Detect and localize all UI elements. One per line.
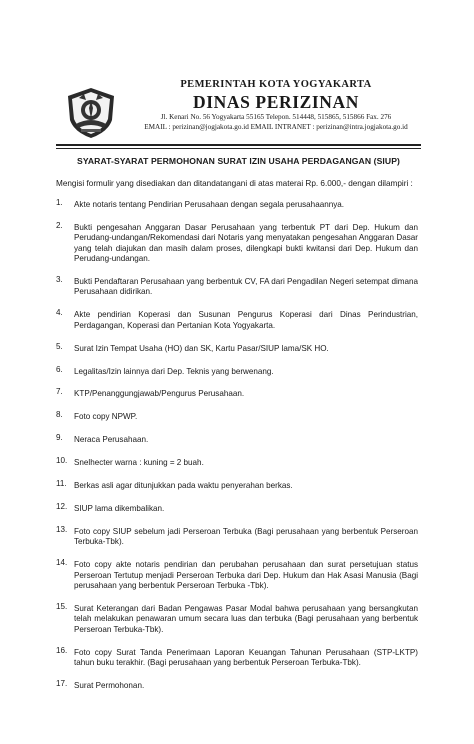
list-item-number: 8. xyxy=(56,410,63,420)
government-name: PEMERINTAH KOTA YOGYAKARTA xyxy=(180,79,372,90)
list-item xyxy=(56,364,418,377)
list-item-text: Foto copy SIUP sebelum jadi Perseroan Terbuka (Bagi perusahaan yang berbentuk Perseroan Terbuka-Tbk). xyxy=(74,526,418,547)
list-item-number: 17. xyxy=(56,678,68,688)
agency-name: DINAS PERIZINAN xyxy=(192,92,360,112)
list-item-number: 2. xyxy=(56,220,63,230)
list-item xyxy=(56,435,418,445)
list-item-text: Neraca Perusahaan. xyxy=(74,435,149,445)
list-item-text: Foto copy NPWP. xyxy=(74,412,138,422)
list-item-text: Legalitas/Izin lainnya dari Dep. Teknis yang berwenang. xyxy=(74,366,274,376)
list-item-text: Surat Permohonan. xyxy=(74,680,145,690)
list-item xyxy=(56,524,418,548)
list-item-text: Berkas asli agar ditunjukkan pada waktu penyerahan berkas. xyxy=(74,481,293,491)
list-item-text: Bukti pengesahan Anggaran Dasar Perusahaan yang terbentuk PT dari Dep. Hukum dan Perudang-undangan/Rekomendasi dari Notaris yang menyatakan pengesahan Anggaran Dasar yang telah diajukan dan masih dalam proses, dilengkapi bukti kwitansi dari Dep. Hukum dan Perudang-undangan. xyxy=(74,222,418,264)
list-item-number: 13. xyxy=(56,524,68,534)
list-item-text: Akte pendirian Koperasi dan Susunan Pengurus Koperasi dari Dinas Perindustrian, Perdagangan, Koperasi dan Pertanian Kota Yogyakarta. xyxy=(74,310,418,330)
list-item-text: Foto copy akte notaris pendirian dan perubahan perusahaan dan surat persetujuan status Perseroan Tertutup menjadi Perseroan Terbuka dari Dep. Hukum dan Hak Asasi Manusia (Bagi perusahaan yang berbentuk Perseroan Terbuka -Tbk). xyxy=(74,560,418,591)
letterhead-text xyxy=(126,78,426,132)
list-item xyxy=(56,504,418,514)
list-item xyxy=(56,220,418,265)
list-item xyxy=(56,310,418,331)
list-item xyxy=(56,481,418,491)
agency-address: Jl. Kenari No. 56 Yogyakarta 55165 Telepon. 514448, 515865, 515866 Fax. 276 xyxy=(160,113,392,121)
list-item-text: SIUP lama dikembalikan. xyxy=(74,504,165,513)
letterhead-rule-thick xyxy=(56,144,421,146)
list-item-number: 4. xyxy=(56,308,63,318)
list-item-number: 7. xyxy=(56,387,63,397)
list-item-text: KTP/Penanggungjawab/Pengurus Perusahaan. xyxy=(74,389,245,399)
list-item-number: 15. xyxy=(56,601,68,611)
requirements-list xyxy=(56,200,418,704)
list-item xyxy=(56,200,418,210)
list-item xyxy=(56,601,418,635)
list-item xyxy=(56,678,418,691)
agency-email: EMAIL : perizinan@jogjakota.go.id EMAIL INTRANET : perizinan@intra.jogjakota.go.id xyxy=(144,122,408,131)
list-item xyxy=(56,412,418,422)
document-title: SYARAT-SYARAT PERMOHONAN SURAT IZIN USAHA PERDAGANGAN (SIUP) xyxy=(76,156,401,166)
list-item-text: Foto copy Surat Tanda Penerimaan Laporan Keuangan Tahunan Perusahaan (STP-LKTP) tahun buku terakhir. (Bagi perusahaan yang berbentuk Perseroan Terbuka-Tbk). xyxy=(74,647,418,668)
list-item-number: 3. xyxy=(56,275,63,285)
list-item-text: Surat Izin Tempat Usaha (HO) dan SK, Kartu Pasar/SIUP lama/SK HO. xyxy=(74,343,329,353)
list-item xyxy=(56,341,418,354)
list-item xyxy=(56,645,418,669)
list-item-number: 9. xyxy=(56,433,63,443)
list-item-text: Akte notaris tentang Pendirian Perusahaan dengan segala perusahaannya. xyxy=(74,200,344,209)
list-item xyxy=(56,389,418,399)
list-item xyxy=(56,458,418,468)
list-item-number: 11. xyxy=(56,479,67,489)
list-item-number: 6. xyxy=(56,364,63,374)
list-item-number: 12. xyxy=(56,502,68,511)
letterhead xyxy=(56,78,421,140)
list-item xyxy=(56,277,418,298)
list-item-number: 16. xyxy=(56,645,68,655)
list-item-text: Snelhecter warna : kuning = 2 buah. xyxy=(74,458,204,468)
list-item-number: 5. xyxy=(56,341,63,351)
list-item-number: 14. xyxy=(56,558,68,568)
list-item-text: Bukti Pendaftaran Perusahaan yang berbentuk CV, FA dari Pengadilan Negeri setempat dimana Perusahaan didirikan. xyxy=(74,277,418,297)
document-intro: Mengisi formulir yang disediakan dan ditandatangani di atas materai Rp. 6.000,- dengan dilampiri : xyxy=(56,179,413,188)
letterhead-rule-thin xyxy=(56,148,421,149)
list-item-number: 1. xyxy=(56,198,63,207)
yogyakarta-city-emblem-icon xyxy=(64,86,118,140)
list-item-text: Surat Keterangan dari Badan Pengawas Pasar Modal bahwa perusahaan yang bersangkutan telah melakukan penawaran umum secara luas dan terbuka (Bagi perusahaan yang berbentuk Perseroan Terbuka-Tbk). xyxy=(74,603,418,634)
list-item-number: 10. xyxy=(56,456,68,466)
list-item xyxy=(56,560,418,591)
